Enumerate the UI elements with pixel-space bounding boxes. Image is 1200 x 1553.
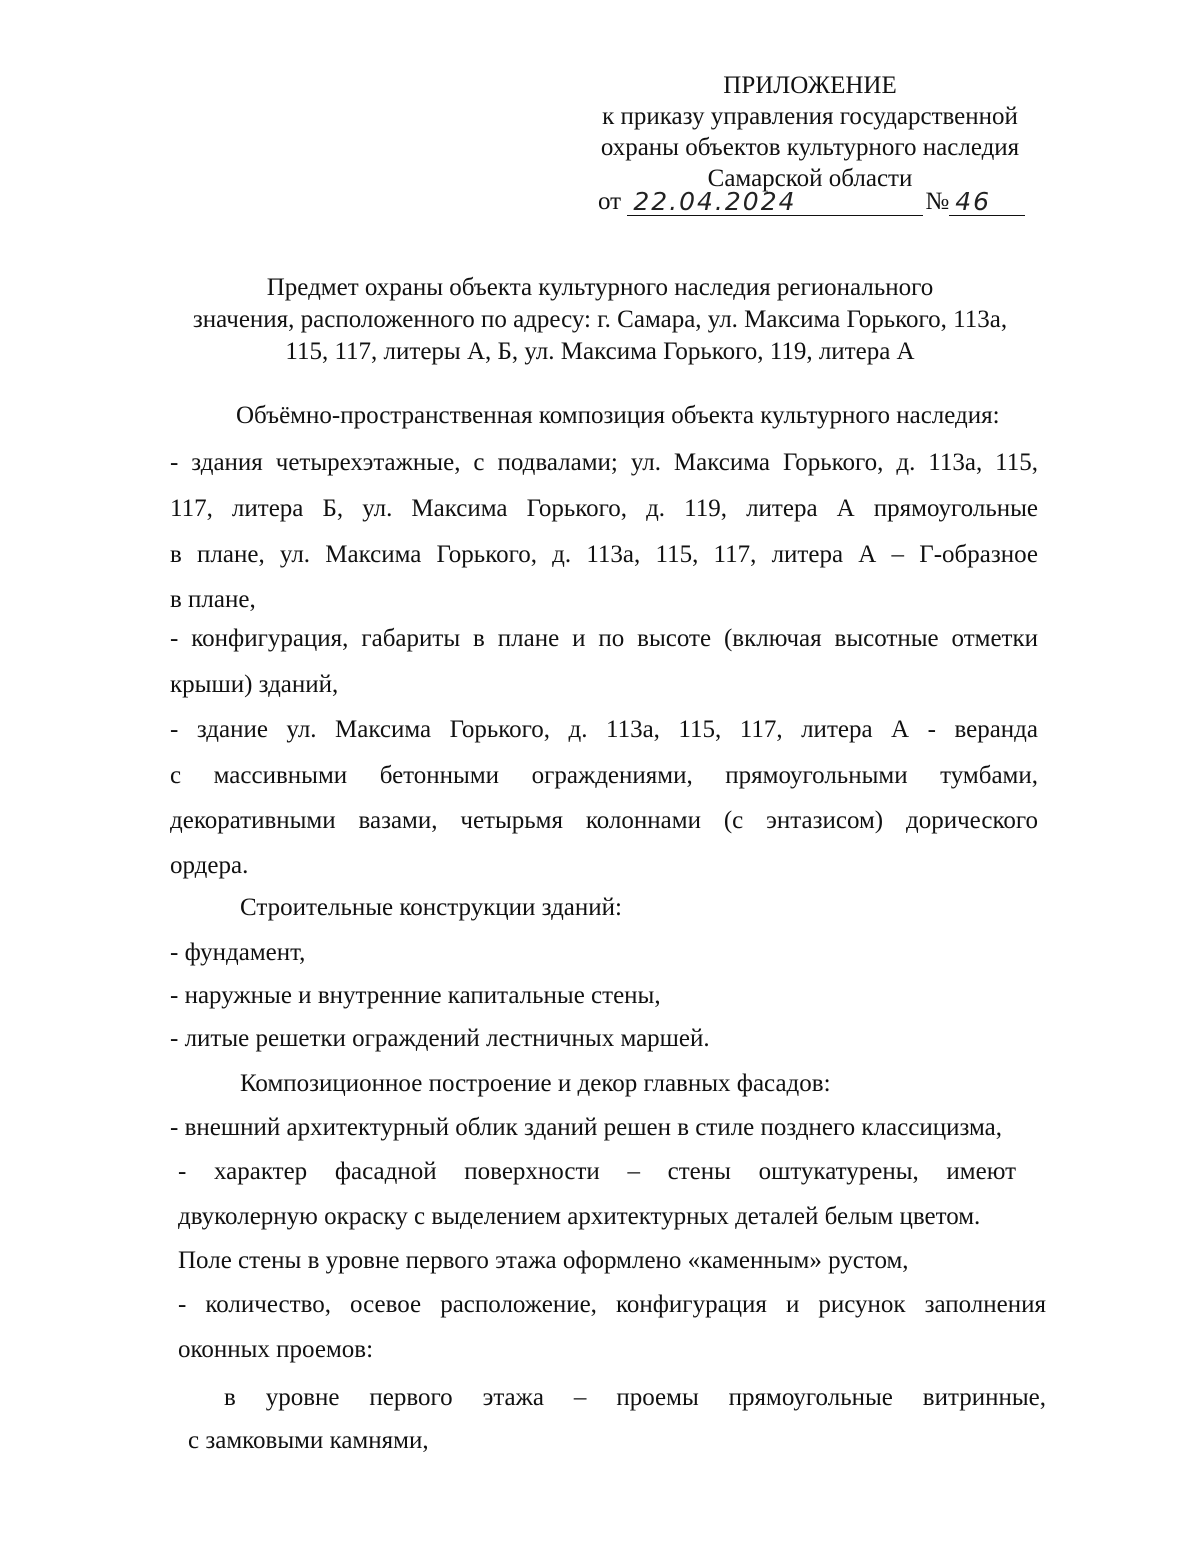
- section-heading-structures: Строительные конструкции зданий:: [240, 894, 622, 921]
- body-line: - литые решетки ограждений лестничных маршей.: [170, 1025, 710, 1052]
- order-number-handwritten: 46: [949, 189, 1025, 216]
- title-line: значения, расположенного по адресу: г. Самара, ул. Максима Горького, 113а,: [192, 306, 1008, 333]
- header-line: Самарской области: [707, 165, 913, 192]
- body-line: Поле стены в уровне первого этажа оформлено «каменным» рустом,: [178, 1247, 909, 1274]
- appendix-header: [560, 70, 1060, 194]
- header-line: к приказу управления государственной: [602, 103, 1018, 130]
- section-heading-volume: Объёмно-пространственная композиция объекта культурного наследия:: [236, 402, 1000, 429]
- body-line: в плане, ул. Максима Горького, д. 113а, 115, 117, литера А – Г-образное: [170, 541, 1038, 568]
- body-line: крыши) зданий,: [170, 671, 339, 698]
- body-line: - фундамент,: [170, 939, 306, 966]
- body-line: - здание ул. Максима Горького, д. 113а, 115, 117, литера А - веранда: [170, 716, 1038, 743]
- appendix-title: ПРИЛОЖЕНИЕ: [723, 72, 897, 99]
- body-line: декоративными вазами, четырьмя колоннами (с энтазисом) дорического: [170, 807, 1038, 834]
- body-line: - внешний архитектурный облик зданий решен в стиле позднего классицизма,: [170, 1114, 1002, 1141]
- number-sign: №: [925, 188, 950, 215]
- document-title: [150, 272, 1050, 368]
- body-line: в плане,: [170, 586, 256, 613]
- body-line: с массивными бетонными ограждениями, прямоугольными тумбами,: [170, 762, 1038, 789]
- body-line: в уровне первого этажа – проемы прямоугольные витринные,: [224, 1384, 1046, 1411]
- body-line: - характер фасадной поверхности – стены оштукатурены, имеют: [178, 1158, 1016, 1185]
- body-line: - здания четырехэтажные, с подвалами; ул. Максима Горького, д. 113а, 115,: [170, 449, 1038, 476]
- body-line: - наружные и внутренние капитальные стены,: [170, 982, 661, 1009]
- title-line: Предмет охраны объекта культурного наследия регионального: [266, 274, 934, 301]
- title-line: 115, 117, литеры А, Б, ул. Максима Горького, 119, литера А: [285, 338, 915, 365]
- body-line: оконных проемов:: [178, 1336, 374, 1363]
- body-line: ордера.: [170, 852, 249, 879]
- body-line: с замковыми камнями,: [188, 1427, 429, 1454]
- body-line: двуколерную окраску с выделением архитектурных деталей белым цветом.: [178, 1203, 981, 1230]
- body-line: - количество, осевое расположение, конфигурация и рисунок заполнения: [178, 1291, 1046, 1318]
- body-line: 117, литера Б, ул. Максима Горького, д. 119, литера А прямоугольные: [170, 495, 1038, 522]
- header-line: охраны объектов культурного наследия: [600, 134, 1020, 161]
- section-heading-facades: Композиционное построение и декор главных фасадов:: [240, 1070, 831, 1097]
- order-date-number-line: [598, 188, 1025, 216]
- body-line: - конфигурация, габариты в плане и по высоте (включая высотные отметки: [170, 625, 1038, 652]
- date-prefix: от: [598, 188, 622, 215]
- order-date-handwritten: 22.04.2024: [627, 189, 923, 216]
